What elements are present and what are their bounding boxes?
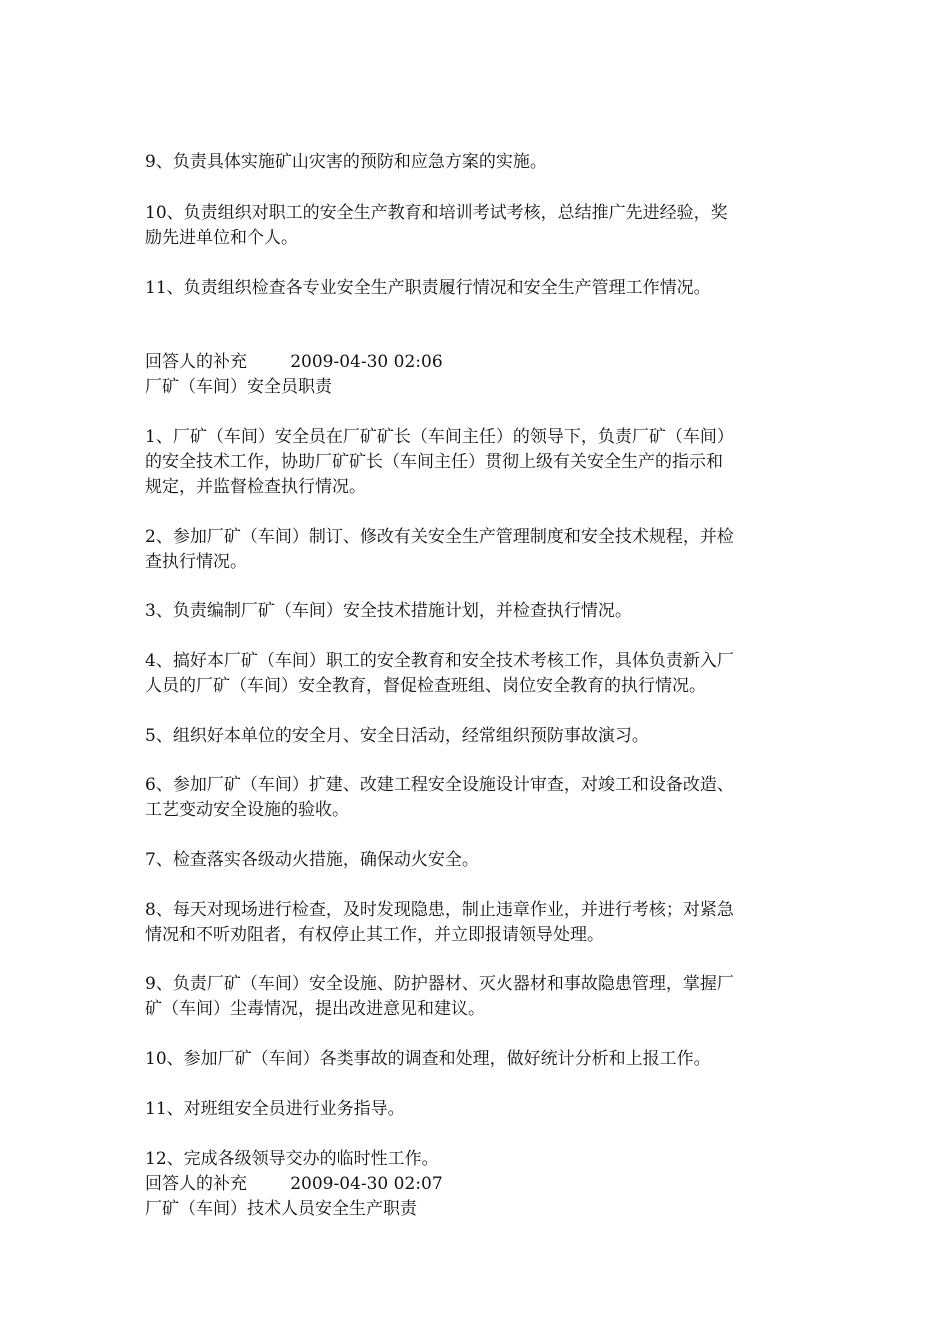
- answer-supplement-header: 回答人的补充 2009-04-30 02:06: [145, 352, 443, 372]
- text-line: 10、参加厂矿（车间）各类事故的调查和处理，做好统计分析和上报工作。: [145, 1049, 711, 1069]
- text-line: 3、负责编制厂矿（车间）安全技术措施计划，并检查执行情况。: [145, 601, 632, 621]
- text-line: 1、厂矿（车间）安全员在厂矿矿长（车间主任）的领导下，负责厂矿（车间）: [145, 427, 734, 447]
- text-line: 2、参加厂矿（车间）制订、修改有关安全生产管理制度和安全技术规程，并检: [145, 527, 734, 547]
- text-line: 11、负责组织检查各专业安全生产职责履行情况和安全生产管理工作情况。: [145, 278, 711, 298]
- text-line: 查执行情况。: [145, 552, 247, 572]
- text-line: 10、负责组织对职工的安全生产教育和培训考试考核，总结推广先进经验，奖: [145, 203, 728, 223]
- text-line: 工艺变动安全设施的验收。: [145, 800, 349, 820]
- text-line: 人员的厂矿（车间）安全教育，督促检查班组、岗位安全教育的执行情况。: [145, 676, 706, 696]
- text-line: 8、每天对现场进行检查，及时发现隐患，制止违章作业，并进行考核；对紧急: [145, 900, 734, 920]
- text-line: 4、搞好本厂矿（车间）职工的安全教育和安全技术考核工作，具体负责新入厂: [145, 651, 734, 671]
- section-title: 厂矿（车间）技术人员安全生产职责: [145, 1199, 417, 1219]
- text-line: 7、检查落实各级动火措施，确保动火安全。: [145, 850, 479, 870]
- text-line: 6、参加厂矿（车间）扩建、改建工程安全设施设计审查，对竣工和设备改造、: [145, 775, 734, 795]
- text-line: 12、完成各级领导交办的临时性工作。: [145, 1149, 439, 1169]
- text-line: 矿（车间）尘毒情况，提出改进意见和建议。: [145, 999, 485, 1019]
- text-line: 11、对班组安全员进行业务指导。: [145, 1099, 405, 1119]
- text-line: 9、负责厂矿（车间）安全设施、防护器材、灭火器材和事故隐患管理，掌握厂: [145, 974, 734, 994]
- section-title: 厂矿（车间）安全员职责: [145, 377, 332, 397]
- text-line: 的安全技术工作，协助厂矿矿长（车间主任）贯彻上级有关安全生产的指示和: [145, 452, 723, 472]
- answer-supplement-header: 回答人的补充 2009-04-30 02:07: [145, 1174, 443, 1194]
- text-line: 规定，并监督检查执行情况。: [145, 477, 366, 497]
- text-line: 情况和不听劝阻者，有权停止其工作，并立即报请领导处理。: [145, 925, 604, 945]
- text-line: 5、组织好本单位的安全月、安全日活动，经常组织预防事故演习。: [145, 726, 649, 746]
- text-line: 励先进单位和个人。: [145, 228, 298, 248]
- text-line: 9、负责具体实施矿山灾害的预防和应急方案的实施。: [145, 152, 547, 172]
